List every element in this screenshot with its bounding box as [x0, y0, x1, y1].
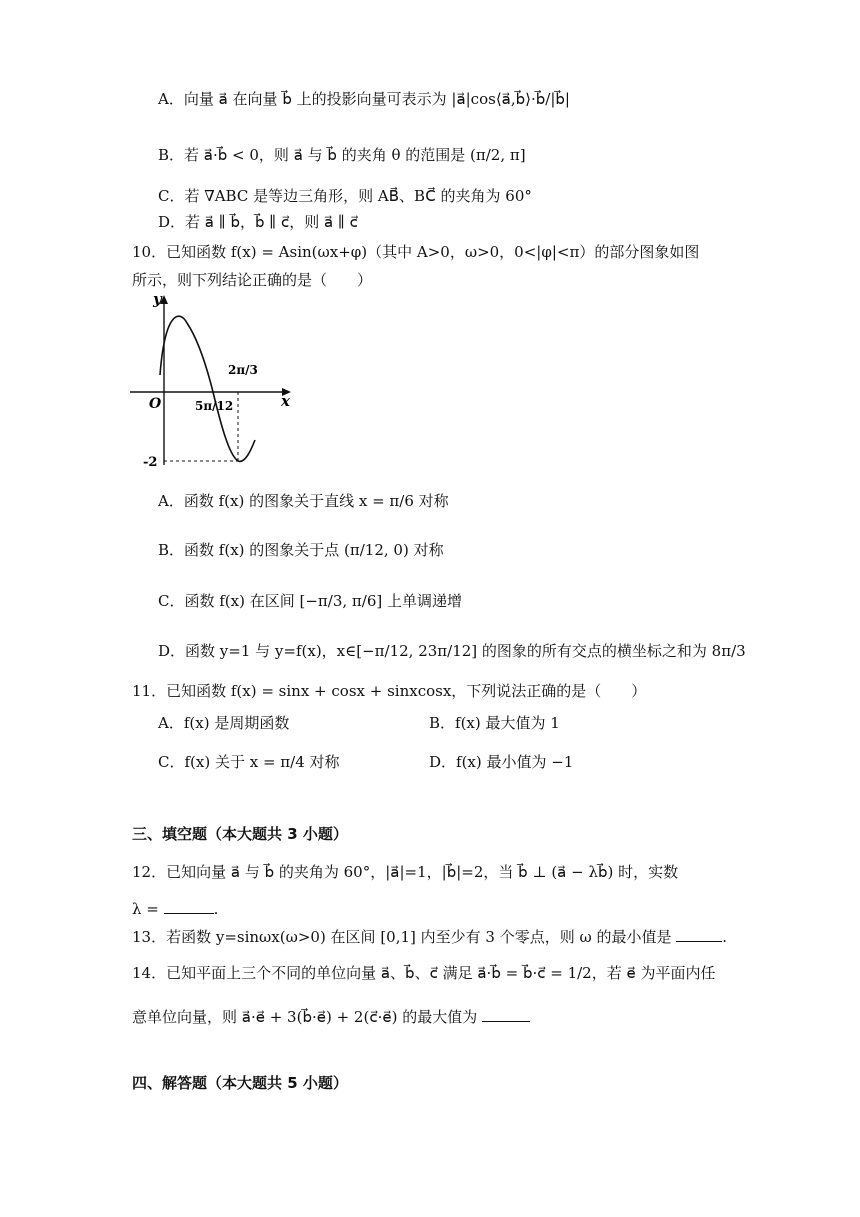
q10-stem-line1: 10．已知函数 f(x) = Asin(ωx+φ)（其中 A>0，ω>0，0<|φ|<π）的部分图象如图	[132, 243, 700, 261]
q11-option-c: C．f(x) 关于 x = π/4 对称	[158, 753, 340, 771]
q10-option-c: C．函数 f(x) 在区间 [−π/3, π/6] 上单调递增	[158, 592, 462, 610]
q12-answer-blank[interactable]	[164, 899, 214, 914]
q12-line1: 12．已知向量 a⃗ 与 b⃗ 的夹角为 60°，|a⃗|=1，|b⃗|=2，当 b⃗ ⊥ (a⃗ − λb⃗) 时，实数	[132, 863, 679, 881]
q9-option-d: D．若 a⃗ ∥ b⃗，b⃗ ∥ c⃗，则 a⃗ ∥ c⃗	[158, 213, 358, 231]
min-label: -2	[143, 455, 158, 470]
q11-option-d: D．f(x) 最小值为 −1	[429, 753, 574, 771]
x-axis-label: x	[281, 392, 290, 410]
q13-line	[132, 927, 727, 946]
q9-option-c: C．若 ∇ABC 是等边三角形，则 AB⃗、BC⃗ 的夹角为 60°	[158, 187, 532, 205]
tick-2pi-over-3: 2π/3	[228, 363, 258, 377]
q10-stem-line2: 所示，则下列结论正确的是（ ）	[132, 271, 373, 289]
q10-option-b: B．函数 f(x) 的图象关于点 (π/12, 0) 对称	[158, 541, 444, 559]
sine-curve	[160, 316, 255, 461]
q9-option-b: B．若 a⃗·b⃗ < 0，则 a⃗ 与 b⃗ 的夹角 θ 的范围是 (π/2, π]	[158, 146, 526, 164]
q11-stem: 11．已知函数 f(x) = sinx + cosx + sinxcosx，下列说法正确的是（ ）	[132, 682, 647, 700]
q10-graph	[125, 290, 305, 475]
q10-option-d: D．函数 y=1 与 y=f(x)，x∈[−π/12, 23π/12] 的图象的所有交点的横坐标之和为 8π/3	[158, 642, 746, 660]
q13-end: .	[722, 928, 728, 946]
q13-text: 13．若函数 y=sinωx(ω>0) 在区间 [0,1] 内至少有 3 个零点，则 ω 的最小值是	[132, 928, 672, 946]
q14-text: 意单位向量，则 a⃗·e⃗ + 3(b⃗·e⃗) + 2(c⃗·e⃗) 的最大值为	[132, 1008, 478, 1026]
origin-label: O	[149, 396, 162, 412]
section-solution-heading: 四、解答题（本大题共 5 小题）	[132, 1074, 348, 1092]
tick-5pi-over-12: 5π/12	[195, 399, 234, 413]
q14-line2	[132, 1007, 530, 1026]
q14-line1: 14．已知平面上三个不同的单位向量 a⃗、b⃗、c⃗ 满足 a⃗·b⃗ = b⃗·c⃗ = 1/2，若 e⃗ 为平面内任	[132, 964, 716, 982]
q13-answer-blank[interactable]	[676, 927, 722, 942]
section-fill-in-heading: 三、填空题（本大题共 3 小题）	[132, 825, 348, 843]
q9-option-a: A．向量 a⃗ 在向量 b⃗ 上的投影向量可表示为 |a⃗|cos⟨a⃗,b⃗⟩·b⃗/|b⃗|	[158, 90, 570, 108]
q11-option-a: A．f(x) 是周期函数	[158, 714, 290, 732]
q14-answer-blank[interactable]	[482, 1007, 530, 1022]
q12-line2: λ = .	[132, 900, 219, 918]
q11-option-b: B．f(x) 最大值为 1	[429, 714, 560, 732]
y-axis-label: y	[153, 290, 162, 308]
q12-lambda: λ =	[132, 900, 159, 918]
q10-option-a: A．函数 f(x) 的图象关于直线 x = π/6 对称	[158, 492, 449, 510]
